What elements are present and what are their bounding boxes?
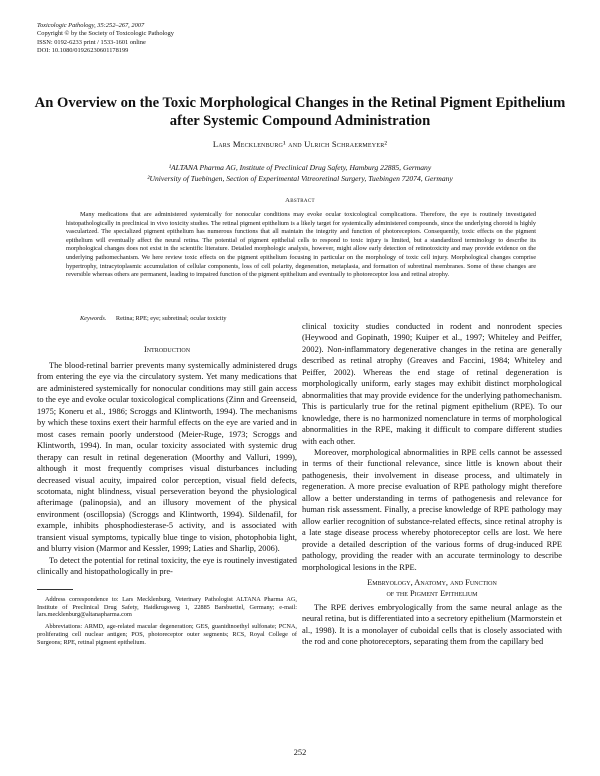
page-number: 252 bbox=[293, 748, 307, 757]
intro-paragraph-1: The blood-retinal barrier prevents many systemically administered drugs from entering the eye via the circulatory system. Yet many medications that are administered systemically for nonocular conditions may still gain access to the eye and evoke ocular toxicological complications (Zinn and Greenseid, 1975; Koneru et al., 1986; Scroggs and Klintworth, 1994). The mechanisms by which these toxins exert their harmful effects on the eye are varied and in most cases remain poorly understood (Meier-Ruge, 1973; Scroggs and Klintworth, 1994). In man, ocular toxicity associated with systemic drug therapy can result in retinal degeneration (Moorthy and Valluri, 1999), although it most frequently comprises visual disturbances including decreased visual acuity, impaired color perception, visual field defects, scotomata, night blindness, visual perseveration beyond the physiological afterimage (palinopsia), and an illusory movement of the physical environment (oscillopsia) (Scroggs and Klintworth, 1994). Sildenafil, for example, inhibits phosphodiesterase-5 activity, and is associated with transient visual symptoms, typically blue tinge to vision, photophobia light, and blurry vision (Marmor and Kessler, 1999; Laties and Sharlip, 2006). bbox=[37, 361, 297, 554]
affiliations bbox=[30, 162, 570, 184]
embryology-heading-line-1: Embryology, Anatomy, and Function bbox=[367, 577, 497, 587]
copyright-line: Copyright © by the Society of Toxicologic Pathology bbox=[37, 30, 174, 38]
embryology-heading bbox=[302, 577, 562, 599]
correspondence-footnote: Address correspondence to: Lars Mecklenburg, Veterinary Pathologist ALTANA Pharma AG, Institute of Preclinical Drug Safety, Haidkrugsweg 1, 22885 Barsbuettel, Germany; e-mail: lars.mecklenburg@altanapharma.com bbox=[37, 595, 297, 619]
intro-paragraph-2: To detect the potential for retinal toxicity, the eye is routinely investigated clinically and histopathologically in pre- bbox=[37, 555, 297, 577]
embryology-paragraph: The RPE derives embryologically from the same neural anlage as the neural retina, but is differentiated into a secretory epithelium (Marmorstein et al., 1998). It is a monolayer of cuboidal cells that is closely associated with the rod and cone photoreceptors, separating them from the capillary bed bbox=[302, 602, 562, 647]
issn-line: ISSN: 0192-6233 print / 1533-1601 online bbox=[37, 38, 146, 46]
keywords-list: Retina; RPE; eye; subretinal; ocular toxicity bbox=[115, 315, 227, 322]
keywords-label: Keywords. bbox=[80, 315, 107, 322]
keywords-line bbox=[80, 315, 226, 322]
right-paragraph-1: clinical toxicity studies conducted in rodent and nonrodent species (Heywood and Gopinath, 1990; Kuiper et al., 1997; Whiteley and Peiffer, 2002). Non-inflammatory degenerative changes in the retina are generally described as retinal atrophy (Greaves and Faccini, 1984; Whiteley and Peiffer, 2002). Whereas the end stage of retinal degeneration is morphologically uniform, early stages may exhibit distinct morphological abnormalities that may provide evidence for the underlying pathomechanism. This is particularly true for the retinal pigment epithelium (RPE). To our knowledge, there is no harmonized nomenclature in terms of morphological abnormalities in the RPE, making it difficult to compare different studies with each other. bbox=[302, 322, 562, 446]
footnote-divider bbox=[37, 589, 73, 590]
author-list: Lars Mecklenburg¹ and Ulrich Schraermeyer² bbox=[212, 139, 388, 149]
abstract-heading: Abstract bbox=[285, 197, 315, 204]
affiliation-1: ¹ALTANA Pharma AG, Institute of Preclinical Drug Safety, Hamburg 22885, Germany bbox=[168, 163, 432, 172]
introduction-heading: Introduction bbox=[143, 345, 191, 354]
left-column bbox=[37, 344, 297, 647]
journal-citation: Toxicologic Pathology, 35:252–267, 2007 bbox=[37, 22, 145, 29]
abstract-text: Many medications that are administered systemically for nonocular conditions may evoke ocular toxicological complications. Therefore, the eye is routinely investigated histopathologically in preclinical in vivo toxicity studies. The retinal pigment epithelium is a likely target for systemically administered compounds, since the underlying choroid is highly vascularized. The specialized pigment epithelium has numerous functions that all maintain the integrity and function of photoreceptors. Consequently, toxic effects on the pigment epithelium will eventually affect the neural retina. The potential of pigment epithelial cells to respond to toxic injury is limited, but a standardized terminology to describe its morphological changes does not exist in the scientific literature. Detailed morphologic analysis, however, might allow early detection of retinotoxicity and may provide evidence on the underlying pathomechanism. We here review toxic effects on the pigment epithelium focusing in particular on the morphology of toxic cell injury. Morphological changes comprise hypertrophy, intracytoplasmic accumulation of cellular components, loss of cell polarity, degeneration, metaplasia, and formation of subretinal membranes. Some of these changes are reversible whereas others are permanent, leading to impaired function of the pigment epithelium and eventually to photoreceptor loss and retinal atrophy. bbox=[66, 211, 536, 279]
affiliation-2: ²University of Tuebingen, Section of Experimental Vitreoretinal Surgery, Tuebingen 72074, Germany bbox=[147, 174, 453, 183]
right-paragraph-2: Moreover, morphological abnormalities in RPE cells cannot be assessed in terms of their functional relevance, since little is known about their pathogenesis, their involvement in disease process, and ultimately in regeneration. A more precise evaluation of RPE pathology might therefore allow a better understanding in terms of pathogenesis and relevance for human risk assessment. Finally, a precise knowledge of RPE pathology may allow earlier recognition of substance-related effects, since retinal atrophy is a late stage disease process whereby photoreceptor cells are lost. We here provide a detailed description of the various forms of drug-induced RPE pathology, providing the reader with an accurate terminology to describe morphological lesions in the RPE. bbox=[302, 447, 562, 572]
abbreviations-footnote: Abbreviations: ARMD, age-related macular degeneration; GES, guanidinoethyl sulfonate; PCNA, proliferating cell nuclear antigen; POS, photoreceptor outer segments; RCS, Royal College of Surgeons; RPE, retinal pigment epithelium. bbox=[37, 623, 297, 647]
embryology-heading-line-2: of the Pigment Epithelium bbox=[386, 588, 478, 598]
article-title: An Overview on the Toxic Morphological Changes in the Retinal Pigment Epithelium after Systemic Compound Administration bbox=[34, 95, 566, 129]
doi-line: DOI: 10.1080/01926230601178199 bbox=[37, 47, 129, 55]
journal-header bbox=[37, 22, 174, 56]
right-column bbox=[302, 321, 562, 648]
